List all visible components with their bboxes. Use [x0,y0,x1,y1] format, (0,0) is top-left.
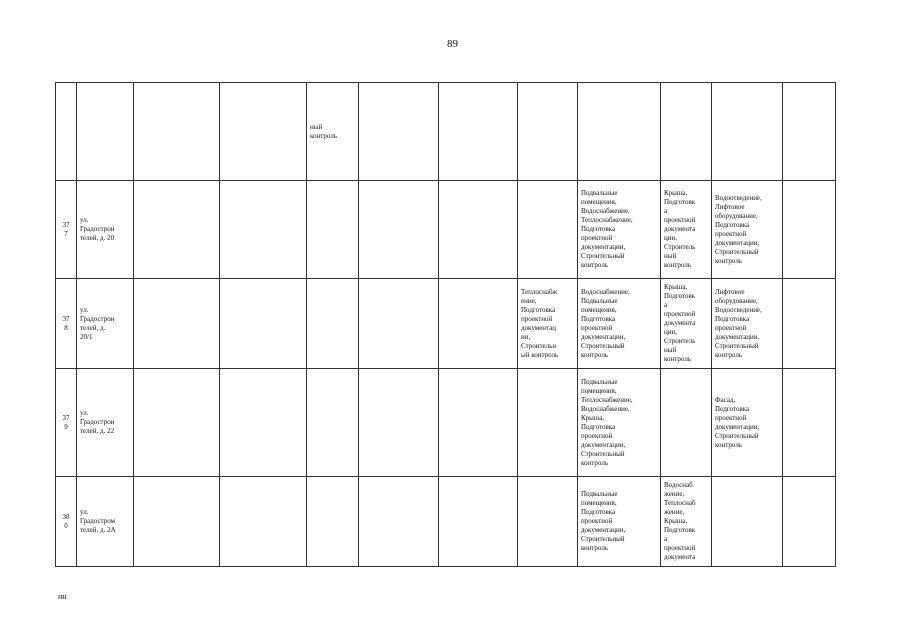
repair-schedule-table [55,82,836,567]
row-number: 37 7 [56,181,77,279]
works-cell: Крыша, Подготовк а проектной документа ции, Строитель ный контроль [661,181,712,279]
works-cell: Подвальные помещения, Водоснабжение, Теплоснабжение, Подготовка проектной документации, Строительный контроль [578,181,661,279]
address-cell: ул. Градострои телей, д. 20 [77,181,134,279]
works-cell [712,477,783,567]
row-number: 37 9 [56,369,77,477]
address-cell: ул. Градострои телей, д. 22 [77,369,134,477]
works-cell: Крыша, Подготовк а проектной документа ции, Строитель ный контроль [661,279,712,369]
table-row [56,369,836,477]
row-number: 37 8 [56,279,77,369]
table-row [56,279,836,369]
works-cell [518,181,578,279]
works-cell: Водоснаб жение, Теплоснаб жение, Крыша, Подготовк а проектной документа [661,477,712,567]
works-cell [661,369,712,477]
carry-over-cell: ный контроль [307,83,359,181]
table-row [56,83,836,181]
works-cell: Теплоснабж ение, Подготовка проектной документац ии, Строительн ый контроль [518,279,578,369]
row-number: 38 0 [56,477,77,567]
works-cell: Водоснабжение, Подвальные помещения, Подготовка проектной документации, Строительный контроль [578,279,661,369]
page-number: 89 [447,38,458,50]
works-cell [518,369,578,477]
works-cell: Водоотведение, Лифтовое оборудование, Подготовка проектной документации, Строительный контроль [712,181,783,279]
address-cell: ул. Градостром телей, д. 2А [77,477,134,567]
works-cell [518,477,578,567]
table-row [56,477,836,567]
address-cell: ул. Градострои телей, д. 20/1 [77,279,134,369]
works-cell: Подвальные помещения, Теплоснабжение, Водоснабжение, Крыша, Подготовка проектной документации, Строительный контроль [578,369,661,477]
works-cell: Лифтовое оборудование, Водоотведение, Подготовка проектной документации, Строительный контроль [712,279,783,369]
works-cell: Подвальные помещения, Подготовка проектной документации, Строительный контроль [578,477,661,567]
works-cell: Фасад, Подготовка проектной документации, Строительный контроль [712,369,783,477]
table-row [56,181,836,279]
footer-note: нн [58,592,67,601]
